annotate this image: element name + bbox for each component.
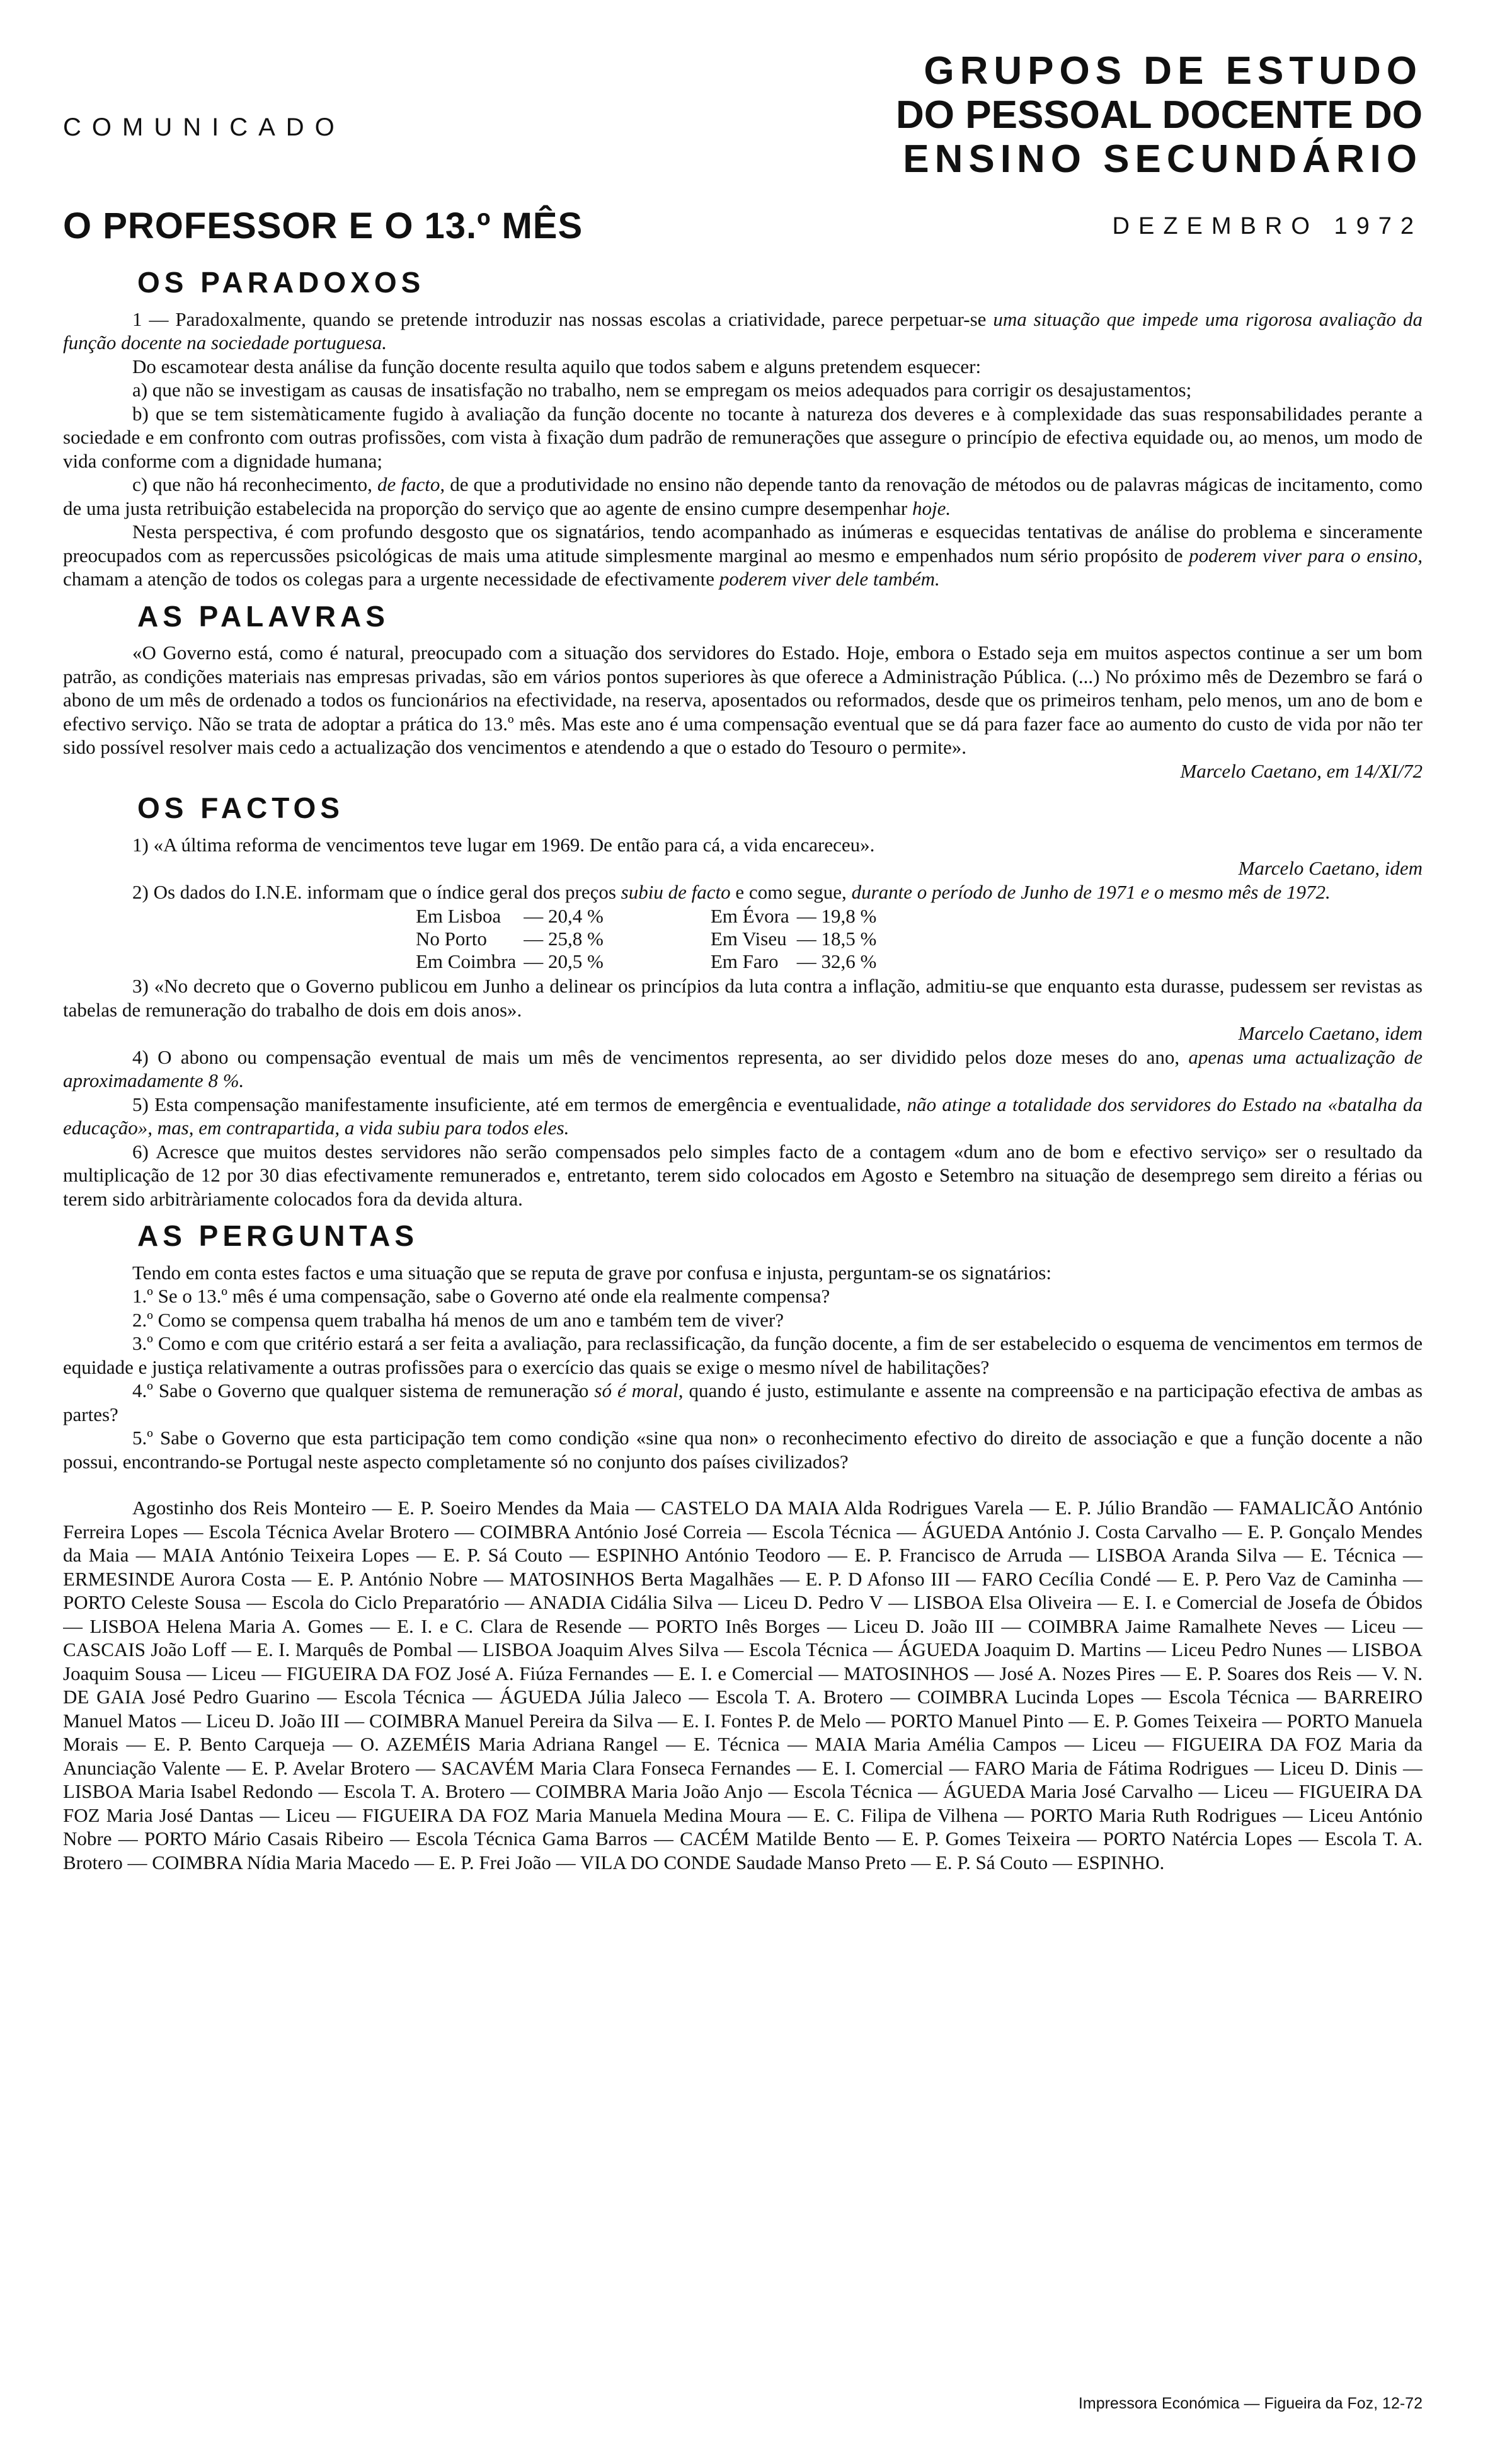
value-cell: — 20,5 % [524, 950, 604, 972]
org-line-1: GRUPOS DE ESTUDO [924, 49, 1423, 93]
comunicado-label: COMUNICADO [63, 113, 345, 141]
text-run: chamam a atenção de todos os colegas para a urgente necessidade de efectivamente [63, 568, 714, 590]
question-5: 5.º Sabe o Governo que esta participação tem como condição «sine qua non» o reconhecimento efectivo do direito de associação e que a função docente a não possui, encontrando-se Portugal neste aspecto completamente só no conjunto dos países civilizados? [63, 1427, 1423, 1473]
section-heading-factos: OS FACTOS [137, 791, 344, 824]
paragraph [63, 308, 1423, 355]
paragraph: Do escamotear desta análise da função docente resulta aquilo que todos sabem e alguns pretendem esquecer: [132, 355, 982, 377]
signatories-list: Agostinho dos Reis Monteiro — E. P. Soeiro Mendes da Maia — CASTELO DA MAIA Alda Rodrigues Varela — E. P. Júlio Brandão — FAMALICÃO António Ferreira Lopes — Escola Técnica Avelar Brotero — COIMBRA António José Correia — Escola Técnica — ÁGUEDA António J. Costa Carvalho — E. P. Gonçalo Mendes da Maia — MAIA António Teixeira Lopes — E. P. Sá Couto — ESPINHO António Teodoro — E. P. Francisco de Arruda — LISBOA Aranda Silva — E. Técnica — ERMESINDE Aurora Costa — E. P. António Nobre — MATOSINHOS Berta Magalhães — E. P. D Afonso III — FARO Cecília Condé — E. P. Pero Vaz de Caminha — PORTO Celeste Sousa — Escola do Ciclo Preparatório — ANADIA Cidália Silva — Liceu D. Pedro V — LISBOA Elsa Oliveira — E. I. e Comercial de Josefa de Óbidos — LISBOA Helena Maria A. Gomes — E. I. e C. Clara de Resende — PORTO Inês Borges — Liceu D. João III — COIMBRA Jaime Ramalhete Neves — Liceu — CASCAIS João Loff — E. I. Marquês de Pombal — LISBOA Joaquim Alves Silva — Escola Técnica — ÁGUEDA Joaquim D. Martins — Liceu Pedro Nunes — LISBOA Joaquim Sousa — Liceu — FIGUEIRA DA FOZ José A. Fiúza Fernandes — E. I. e Comercial — MATOSINHOS — José A. Nozes Pires — E. P. Soares dos Reis — V. N. DE GAIA José Pedro Guarino — Escola Técnica — ÁGUEDA Júlia Jaleco — Escola T. A. Brotero — COIMBRA Lucinda Lopes — Escola Técnica — BARREIRO Manuel Matos — Liceu D. João III — COIMBRA Manuel Pereira da Silva — E. I. Fontes P. de Melo — PORTO Manuel Pinto — E. P. Gomes Teixeira — PORTO Manuela Morais — E. P. Bento Carqueja — O. AZEMÉIS Maria Adriana Rangel — E. Técnica — MAIA Maria Amélia Campos — Liceu — FIGUEIRA DA FOZ Maria da Anunciação Valente — E. P. Avelar Brotero — SACAVÉM Maria Clara Fonseca Fernandes — E. I. Comercial — FARO Maria de Fátima Rodrigues — Liceu D. Dinis — LISBOA Maria Isabel Redondo — Escola T. A. Brotero — COIMBRA Maria João Anjo — Escola Técnica — ÁGUEDA Maria José Carvalho — Liceu — FIGUEIRA DA FOZ Maria José Dantas — Liceu — FIGUEIRA DA FOZ Maria Manuela Medina Moura — E. C. Filipa de Vilhena — PORTO Maria Ruth Rodrigues — Liceu António Nobre — PORTO Mário Casais Ribeiro — Escola Técnica Gama Barros — CACÉM Matilde Bento — E. P. Gomes Teixeira — PORTO Natércia Lopes — Escola T. A. Brotero — COIMBRA Nídia Maria Macedo — E. P. Frei João — VILA DO CONDE Saudade Manso Preto — E. P. Sá Couto — ESPINHO. [63, 1497, 1423, 1873]
quote-attribution: Marcelo Caetano, em 14/XI/72 [1180, 759, 1423, 782]
document-date: DEZEMBRO 1972 [1112, 213, 1423, 239]
question-2: 2.º Como se compensa quem trabalha há menos de um ano e também tem de viver? [132, 1308, 784, 1331]
fact-3: 3) «No decreto que o Governo publicou em Junho a delinear os princípios da luta contra a inflação, admitiu-se que enquanto esta durasse, pudessem ser revistas as tabelas de remuneração do trabalho de dois em dois anos». [63, 975, 1423, 1021]
fact-4 [63, 1045, 1423, 1093]
table-row [416, 950, 884, 973]
text-run: de que a produtividade no ensino não depende tanto da renovação de métodos ou de palavras mágicas de incitamento, como de uma justa retribuição estabelecida na proporção do serviço que ao agente de ensino cumpre desempenhar [63, 473, 1423, 519]
emphasis-text: poderem viver para o ensino, [1189, 544, 1423, 567]
text-run: e como segue, [735, 880, 847, 903]
main-title: O PROFESSOR E O 13.º MÊS [63, 205, 583, 246]
city-cell: Em Coimbra [416, 950, 517, 972]
text-run: 1 — Paradoxalmente, quando se pretende introduzir nas nossas escolas a criatividade, parece perpetuar-se [132, 308, 987, 330]
paragraph-item-b: b) que se tem sistemàticamente fugido à avaliação da função docente no tocante à natureza dos deveres e à complexidade das suas responsabilidades perante a sociedade e em confronto com outras profissões, com vista à fixação dum padrão de remunerações que assegure o princípio de efectiva equidade ou, ao menos, um modo de vida conforme com a dignidade humana; [63, 402, 1423, 472]
org-line-3: ENSINO SECUNDÁRIO [903, 137, 1423, 181]
org-line-2: DO PESSOAL DOCENTE DO [896, 93, 1423, 137]
price-index-table [416, 905, 884, 973]
emphasis-text: de facto, [377, 473, 445, 495]
emphasis-text: só é moral, [594, 1379, 684, 1401]
paragraph-item-a: a) que não se investigam as causas de insatisfação no trabalho, nem se empregam os meios adequados para corrigir os desajustamentos; [132, 379, 1192, 401]
city-cell: No Porto [416, 928, 487, 950]
paragraph [63, 520, 1423, 591]
value-cell: — 32,6 % [796, 950, 877, 972]
section-heading-perguntas: AS PERGUNTAS [137, 1219, 419, 1252]
printer-imprint: Impressora Económica — Figueira da Foz, 12-72 [1078, 2395, 1423, 2412]
question-4 [63, 1379, 1423, 1426]
section-heading-palavras: AS PALAVRAS [137, 599, 389, 633]
emphasis-text: não atinge a totalidade dos servidores do Estado na «batalha da educação», mas, em contrapartida, a vida subiu para todos eles. [63, 1093, 1423, 1139]
emphasis-text: poderem viver dele também. [719, 568, 940, 590]
text-run: Nesta perspectiva, é com profundo desgosto que os signatários, tendo acompanhado as inúmeras e esquecidas tentativas de análise do problema e sinceramente preocupados com as repercussões psicológicas de mais uma atitude simplesmente marginal ao mesmo e empenhados num sério propósito de [63, 521, 1423, 567]
question-1: 1.º Se o 13.º mês é uma compensação, sabe o Governo até onde ela realmente compensa? [132, 1285, 830, 1307]
table-row [416, 928, 884, 950]
value-cell: — 18,5 % [796, 928, 877, 950]
city-cell: Em Évora [710, 905, 789, 927]
value-cell: — 25,8 % [524, 928, 604, 950]
value-cell: — 19,8 % [796, 905, 877, 927]
organization-title [856, 49, 1423, 181]
text-run: 2) Os dados do I.N.E. informam que o índice geral dos preços [132, 880, 616, 903]
text-run: 5) Esta compensação manifestamente insuficiente, até em termos de emergência e eventualidade, [132, 1093, 902, 1115]
emphasis-text: hoje. [912, 497, 951, 519]
quote-paragraph: «O Governo está, como é natural, preocupado com a situação dos servidores do Estado. Hoje, embora o Estado seja em muitos aspectos continue a ser um bom patrão, as condições materiais nas empresas privadas, são em vários pontos superiores às que oferece a Administração Pública. (...) No próximo mês de Dezembro se fará o abono de um mês de ordenado a todos os funcionários na efectividade, na reserva, aposentados ou reformados, desde que os primeiros tenham, pelo menos, um ano de bom e efectivo serviço. Não se trata de adoptar a prática do 13.º mês. Mas este ano é uma compensação eventual que se dá para fazer face ao aumento do custo de vida por não ter sido possível resolver mais cedo a actualização dos vencimentos e atendendo a que o estado do Tesouro o permite». [63, 642, 1423, 758]
header-right [856, 49, 1423, 181]
fact-1: 1) «A última reforma de vencimentos teve lugar em 1969. De então para cá, a vida encareceu». [132, 833, 875, 856]
section-heading-paradoxos: OS PARADOXOS [137, 266, 425, 299]
text-run: c) que não há reconhecimento, [132, 473, 372, 495]
emphasis-text: uma situação que impede uma rigorosa avaliação da função docente na sociedade portuguesa. [63, 308, 1423, 354]
document-body [63, 257, 1423, 2337]
fact-6: 6) Acresce que muitos destes servidores não serão compensados pelo simples facto de a contagem «dum ano de bom e efectivo serviço» ser o resultado da multiplicação de 12 por 30 dias efectivamente remunerados e, entretanto, terem sido colocados em Agosto e Setembro na situação de desemprego sem direito a férias ou terem sido arbitràriamente colocados fora da devida altura. [63, 1140, 1423, 1210]
city-cell: Em Lisboa [416, 905, 501, 927]
fact-2 [63, 880, 1423, 904]
question-3: 3.º Como e com que critério estará a ser feita a avaliação, para reclassificação, da função docente, a fim de ser estabelecido o esquema de vencimentos em termos de equidade e justiça relativamente a outras profissões para o exercício das quais se exige o mesmo nível de habilitações? [63, 1332, 1423, 1378]
fact-5 [63, 1093, 1423, 1140]
city-cell: Em Viseu [710, 928, 787, 950]
header-left [63, 113, 693, 247]
value-cell: — 20,4 % [524, 905, 604, 927]
questions-intro: Tendo em conta estes factos e uma situação que se reputa de grave por confusa e injusta, perguntam-se os signatários: [132, 1261, 1051, 1284]
text-run: 4) O abono ou compensação eventual de mais um mês de vencimentos representa, ao ser dividido pelos doze meses do ano, [132, 1045, 1180, 1068]
city-cell: Em Faro [710, 950, 779, 972]
fact-3-attribution: Marcelo Caetano, idem [1238, 1022, 1423, 1044]
paragraph-item-c [63, 473, 1423, 520]
emphasis-text: apenas uma actualização de aproximadamente 8 %. [63, 1045, 1423, 1091]
fact-1-attribution: Marcelo Caetano, idem [1238, 857, 1423, 879]
text-run: 4.º Sabe o Governo que qualquer sistema de remuneração [132, 1379, 589, 1401]
emphasis-text: durante o período de Junho de 1971 e o mesmo mês de 1972. [851, 880, 1331, 903]
table-row [416, 905, 884, 928]
emphasis-text: subiu de facto [621, 880, 731, 903]
text-run: quando é justo, estimulante e assente na compreensão e na participação efectiva de ambas as partes? [63, 1379, 1423, 1425]
